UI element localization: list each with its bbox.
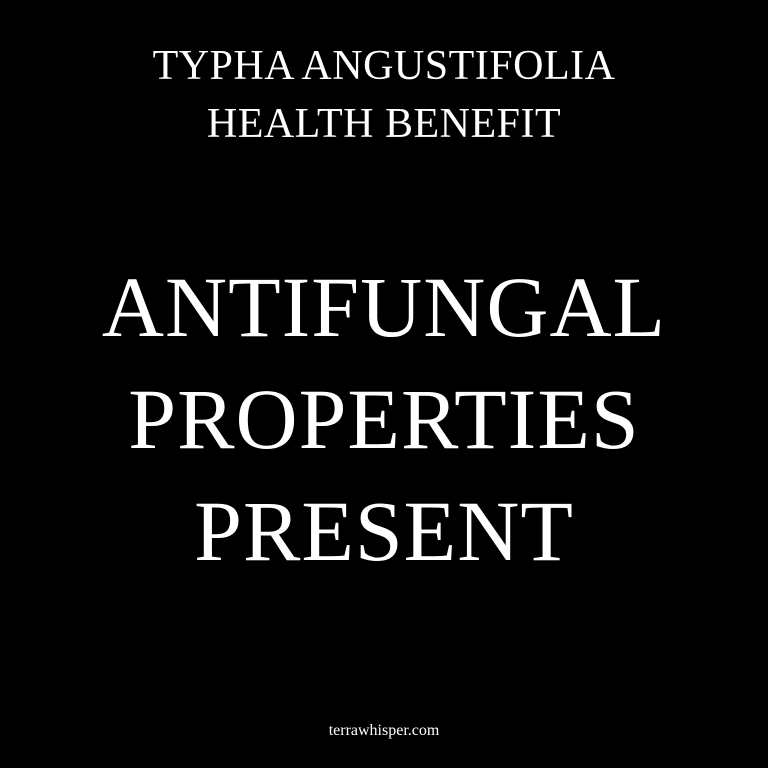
subtitle-line-1: TYPHA ANGUSTIFOLIA bbox=[152, 43, 616, 89]
headline-line-1: ANTIFUNGAL bbox=[101, 259, 667, 355]
site-credit: terrawhisper.com bbox=[328, 722, 440, 739]
headline-line-2: PROPERTIES bbox=[128, 371, 640, 467]
headline-line-3: PRESENT bbox=[194, 483, 574, 579]
subtitle-line-2: HEALTH BENEFIT bbox=[206, 101, 562, 147]
